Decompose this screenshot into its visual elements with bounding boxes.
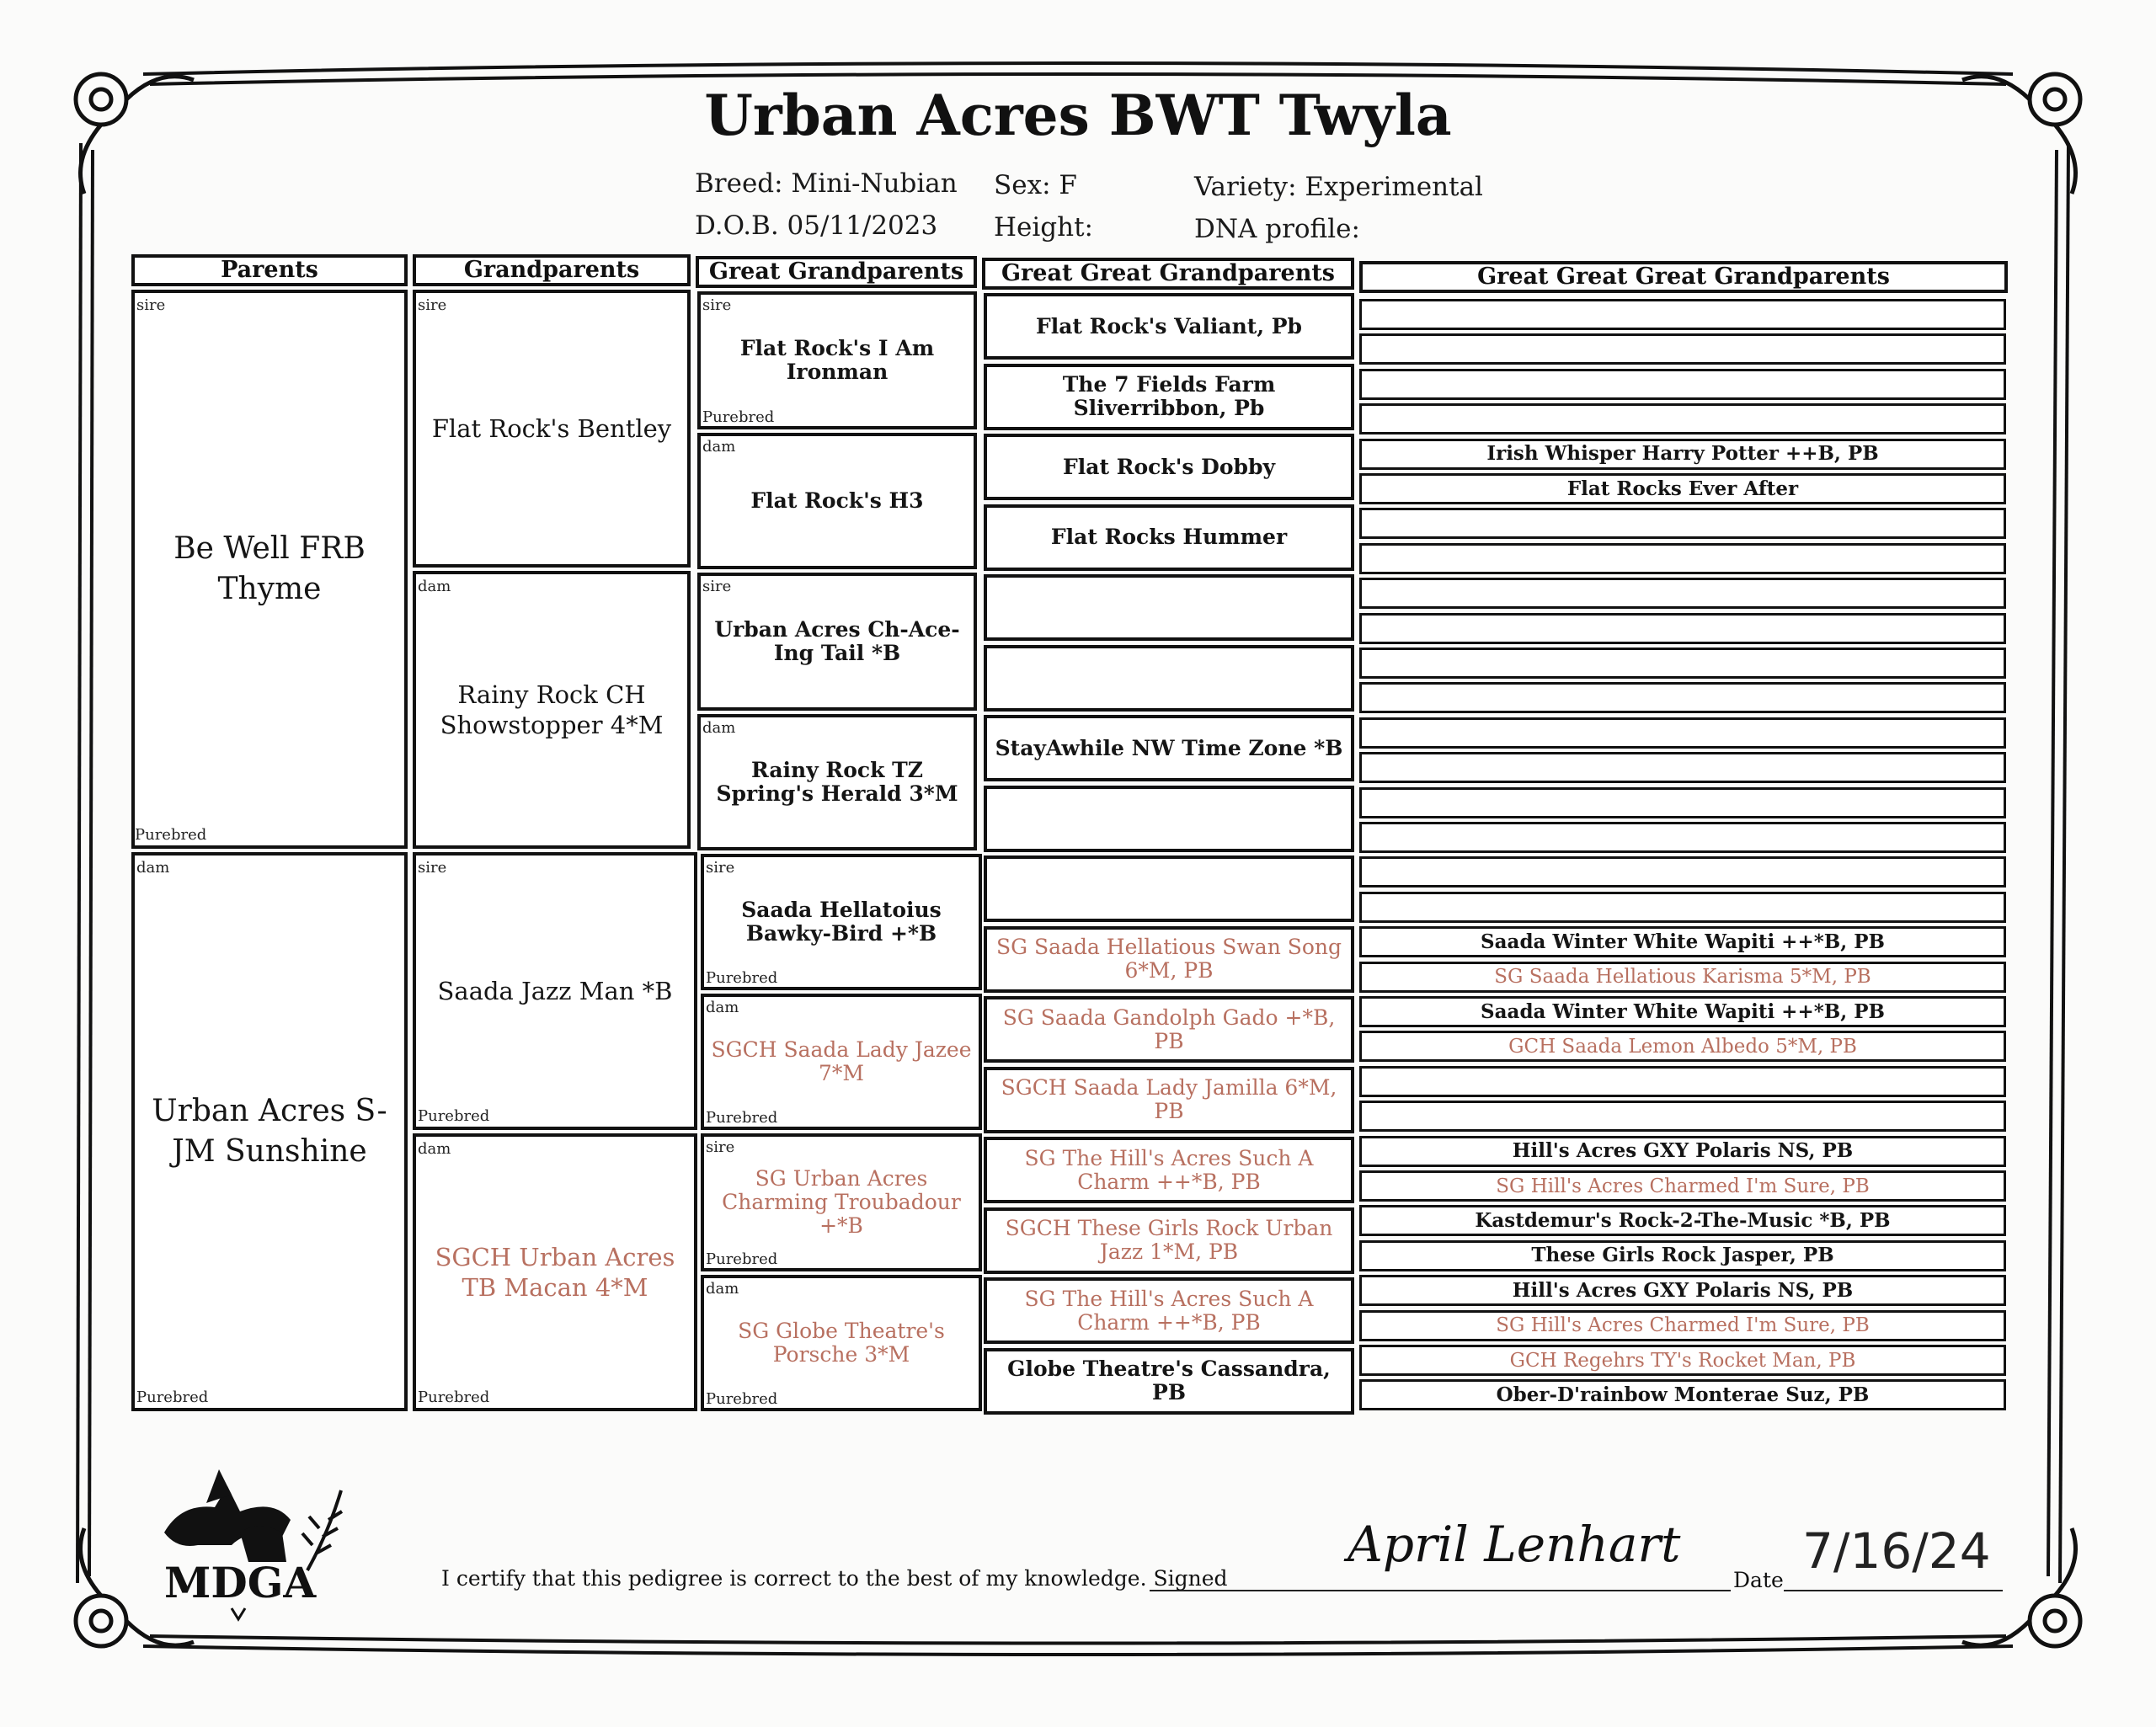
dam-tag: dam (706, 999, 739, 1016)
ggg-grandparent-row (1359, 787, 2006, 818)
gg-grandparent-name: The 7 Fields Farm Sliverribbon, Pb (1062, 372, 1276, 420)
header-gg-grandparents: Great Great Grandparents (982, 258, 1354, 290)
gg-grandparent-name: Flat Rock's Dobby (1063, 454, 1275, 479)
great-grandparent-box (697, 714, 977, 850)
great-grandparent-name: SGCH Saada Lady Jazee 7*M (711, 1037, 972, 1085)
ggg-grandparent-row (1359, 369, 2006, 400)
gg-grandparent-box (984, 504, 1354, 571)
purebred-tag: Purebred (702, 408, 775, 426)
purebred-tag: Purebred (706, 1109, 778, 1127)
height-field: Height: (994, 212, 1094, 243)
ggg-grandparent-row (1359, 856, 2006, 887)
gg-grandparent-box (984, 293, 1354, 360)
gg-grandparent-box (984, 715, 1354, 781)
dam-tag: dam (418, 578, 451, 595)
ggg-grandparent-row (1359, 682, 2006, 713)
gg-grandparent-box (984, 926, 1354, 993)
dam-tag: dam (418, 1140, 451, 1158)
ggg-grandparent-name: Ober-D'rainbow Monterae Suz, PB (1496, 1383, 1870, 1406)
ggg-grandparent-row (1359, 613, 2006, 644)
parent-sire-name: Be Well FRB Thyme (173, 531, 366, 606)
variety-field: Variety: Experimental (1194, 172, 1483, 202)
ggg-grandparent-row (1359, 1379, 2006, 1410)
ggg-grandparent-name: Kastdemur's Rock-2-The-Music *B, PB (1475, 1208, 1891, 1232)
sire-tag: sire (706, 859, 735, 877)
ggg-grandparent-name: Saada Winter White Wapiti ++*B, PB (1481, 999, 1885, 1023)
parent-sire-box (131, 290, 408, 849)
ggg-grandparent-name: GCH Saada Lemon Albedo 5*M, PB (1508, 1035, 1857, 1058)
gg-grandparent-box (984, 645, 1354, 712)
great-grandparent-box (697, 433, 977, 569)
gg-grandparent-name: SGCH Saada Lady Jamilla 6*M, PB (1001, 1075, 1337, 1123)
ggg-grandparent-row (1359, 962, 2006, 993)
ggg-grandparent-name: Flat Rocks Ever After (1566, 477, 1799, 500)
great-grandparent-box (701, 854, 982, 990)
gg-grandparent-name: SG Saada Gandolph Gado +*B, PB (1002, 1005, 1336, 1053)
gg-grandparent-box (984, 996, 1354, 1063)
ggg-grandparent-row (1359, 1101, 2006, 1132)
sire-tag: sire (702, 296, 732, 314)
breed-field: Breed: Mini-Nubian (695, 168, 958, 199)
header-ggg-grandparents: Great Great Great Grandparents (1359, 261, 2008, 293)
parent-dam-box (131, 852, 408, 1411)
dam-tag: dam (706, 1280, 739, 1298)
grandparent-box (413, 290, 691, 568)
great-grandparent-box (701, 994, 982, 1130)
ggg-grandparent-row (1359, 1136, 2006, 1167)
ggg-grandparent-row (1359, 1170, 2006, 1202)
gg-grandparent-name: SG The Hill's Acres Such A Charm ++*B, PB (1024, 1145, 1314, 1194)
ggg-grandparent-name: SG Hill's Acres Charmed I'm Sure, PB (1496, 1314, 1870, 1337)
gg-grandparent-name: SGCH These Girls Rock Urban Jazz 1*M, PB (1005, 1216, 1333, 1264)
purebred-tag: Purebred (706, 1390, 778, 1408)
ggg-grandparent-name: Saada Winter White Wapiti ++*B, PB (1481, 930, 1885, 953)
dam-tag: dam (702, 719, 736, 737)
purebred-tag: Purebred (418, 1107, 490, 1125)
grandparent-box (413, 571, 691, 849)
mdga-logo-text: MDGA (164, 1558, 317, 1607)
gg-grandparent-box (984, 1207, 1354, 1274)
ggg-grandparent-name: Irish Whisper Harry Potter ++B, PB (1486, 442, 1879, 466)
gg-grandparent-box (984, 364, 1354, 430)
ggg-grandparent-row (1359, 508, 2006, 539)
ggg-grandparent-row (1359, 403, 2006, 434)
certification-statement: I certify that this pedigree is correct to the best of my knowledge. Signed (441, 1566, 1228, 1591)
dna-field: DNA profile: (1194, 214, 1360, 244)
great-grandparent-name: SG Urban Acres Charming Troubadour +*B (722, 1166, 961, 1238)
sire-tag: sire (706, 1138, 735, 1156)
ggg-grandparent-row (1359, 1066, 2006, 1097)
ggg-grandparent-row (1359, 996, 2006, 1027)
sire-tag: sire (418, 296, 447, 314)
sire-tag: sire (702, 578, 732, 595)
gg-grandparent-name: Globe Theatre's Cassandra, PB (1007, 1357, 1331, 1405)
grandparent-name: Rainy Rock CH Showstopper 4*M (440, 680, 664, 739)
sex-field: Sex: F (994, 170, 1077, 200)
ggg-grandparent-name: SG Hill's Acres Charmed I'm Sure, PB (1496, 1175, 1870, 1197)
gg-grandparent-box (984, 1277, 1354, 1344)
dam-tag: dam (702, 438, 736, 456)
ggg-grandparent-row (1359, 439, 2006, 470)
grandparent-name: Saada Jazz Man *B (437, 977, 673, 1005)
gg-grandparent-name: SG The Hill's Acres Such A Charm ++*B, PB (1024, 1286, 1314, 1335)
purebred-tag: Purebred (418, 1389, 490, 1406)
great-grandparent-name: Flat Rock's H3 (750, 488, 924, 513)
gg-grandparent-name: StayAwhile NW Time Zone *B (995, 735, 1343, 760)
ggg-grandparent-name: Hill's Acres GXY Polaris NS, PB (1512, 1278, 1854, 1302)
ggg-grandparent-row (1359, 543, 2006, 574)
ggg-grandparent-row (1359, 333, 2006, 365)
great-grandparent-box (697, 573, 977, 711)
great-grandparent-name: SG Globe Theatre's Porsche 3*M (738, 1319, 945, 1367)
dob-field: D.O.B. 05/11/2023 (695, 211, 938, 241)
gg-grandparent-name: Flat Rock's Valiant, Pb (1035, 313, 1303, 338)
great-grandparent-name: Flat Rock's I Am Ironman (739, 336, 935, 384)
grandparent-name: Flat Rock's Bentley (431, 414, 672, 443)
sire-tag: sire (418, 859, 447, 877)
ggg-grandparent-name: Hill's Acres GXY Polaris NS, PB (1512, 1139, 1854, 1163)
ggg-grandparent-row (1359, 822, 2006, 853)
gg-grandparent-box (984, 574, 1354, 641)
gg-grandparent-box (984, 1067, 1354, 1133)
ggg-grandparent-name: GCH Regehrs TY's Rocket Man, PB (1509, 1349, 1856, 1372)
header-grandparents: Grandparents (413, 254, 691, 286)
great-grandparent-box (701, 1275, 982, 1411)
purebred-tag: Purebred (706, 1250, 778, 1268)
ggg-grandparent-name: These Girls Rock Jasper, PB (1531, 1244, 1834, 1267)
purebred-tag: Purebred (135, 826, 207, 844)
signature-line (1150, 1590, 1731, 1591)
great-grandparent-name: Rainy Rock TZ Spring's Herald 3*M (716, 758, 958, 806)
ggg-grandparent-row (1359, 1275, 2006, 1306)
parent-dam-name: Urban Acres S-JM Sunshine (152, 1094, 387, 1169)
gg-grandparent-box (984, 1348, 1354, 1415)
gg-grandparent-box (984, 1137, 1354, 1203)
great-grandparent-box (697, 291, 977, 429)
purebred-tag: Purebred (136, 1389, 209, 1406)
ggg-grandparent-row (1359, 1240, 2006, 1271)
ggg-grandparent-row (1359, 1345, 2006, 1376)
purebred-tag: Purebred (706, 969, 778, 987)
date-value: 7/16/24 (1802, 1522, 1991, 1580)
ggg-grandparent-row (1359, 473, 2006, 504)
mdga-logo (147, 1452, 358, 1625)
ggg-grandparent-row (1359, 892, 2006, 923)
ggg-grandparent-row (1359, 752, 2006, 783)
ggg-grandparent-row (1359, 926, 2006, 957)
grandparent-name: SGCH Urban Acres TB Macan 4*M (435, 1243, 675, 1302)
date-line (1784, 1590, 2003, 1591)
signature: April Lenhart (1348, 1516, 1681, 1573)
header-great-grandparents: Great Grandparents (696, 256, 977, 288)
ggg-grandparent-name: SG Saada Hellatious Karisma 5*M, PB (1494, 966, 1871, 989)
great-grandparent-box (701, 1133, 982, 1271)
gg-grandparent-box (984, 434, 1354, 500)
ggg-grandparent-row (1359, 717, 2006, 749)
sire-tag: sire (136, 296, 166, 314)
ggg-grandparent-row (1359, 648, 2006, 679)
header-parents: Parents (131, 254, 408, 286)
date-label: Date (1733, 1568, 1784, 1592)
gg-grandparent-box (984, 856, 1354, 922)
ggg-grandparent-row (1359, 578, 2006, 609)
ggg-grandparent-row (1359, 1310, 2006, 1341)
dam-tag: dam (136, 859, 170, 877)
great-grandparent-name: Urban Acres Ch-Ace-Ing Tail *B (714, 617, 960, 665)
animal-name-title: Urban Acres BWT Twyla (704, 83, 1452, 148)
gg-grandparent-name: Flat Rocks Hummer (1050, 525, 1288, 549)
ggg-grandparent-row (1359, 299, 2006, 330)
gg-grandparent-name: SG Saada Hellatious Swan Song 6*M, PB (995, 935, 1342, 983)
ggg-grandparent-row (1359, 1031, 2006, 1062)
great-grandparent-name: Saada Hellatoius Bawky-Bird +*B (741, 898, 942, 946)
gg-grandparent-box (984, 786, 1354, 852)
grandparent-box (413, 1133, 697, 1411)
ggg-grandparent-row (1359, 1205, 2006, 1236)
grandparent-box (413, 852, 697, 1130)
